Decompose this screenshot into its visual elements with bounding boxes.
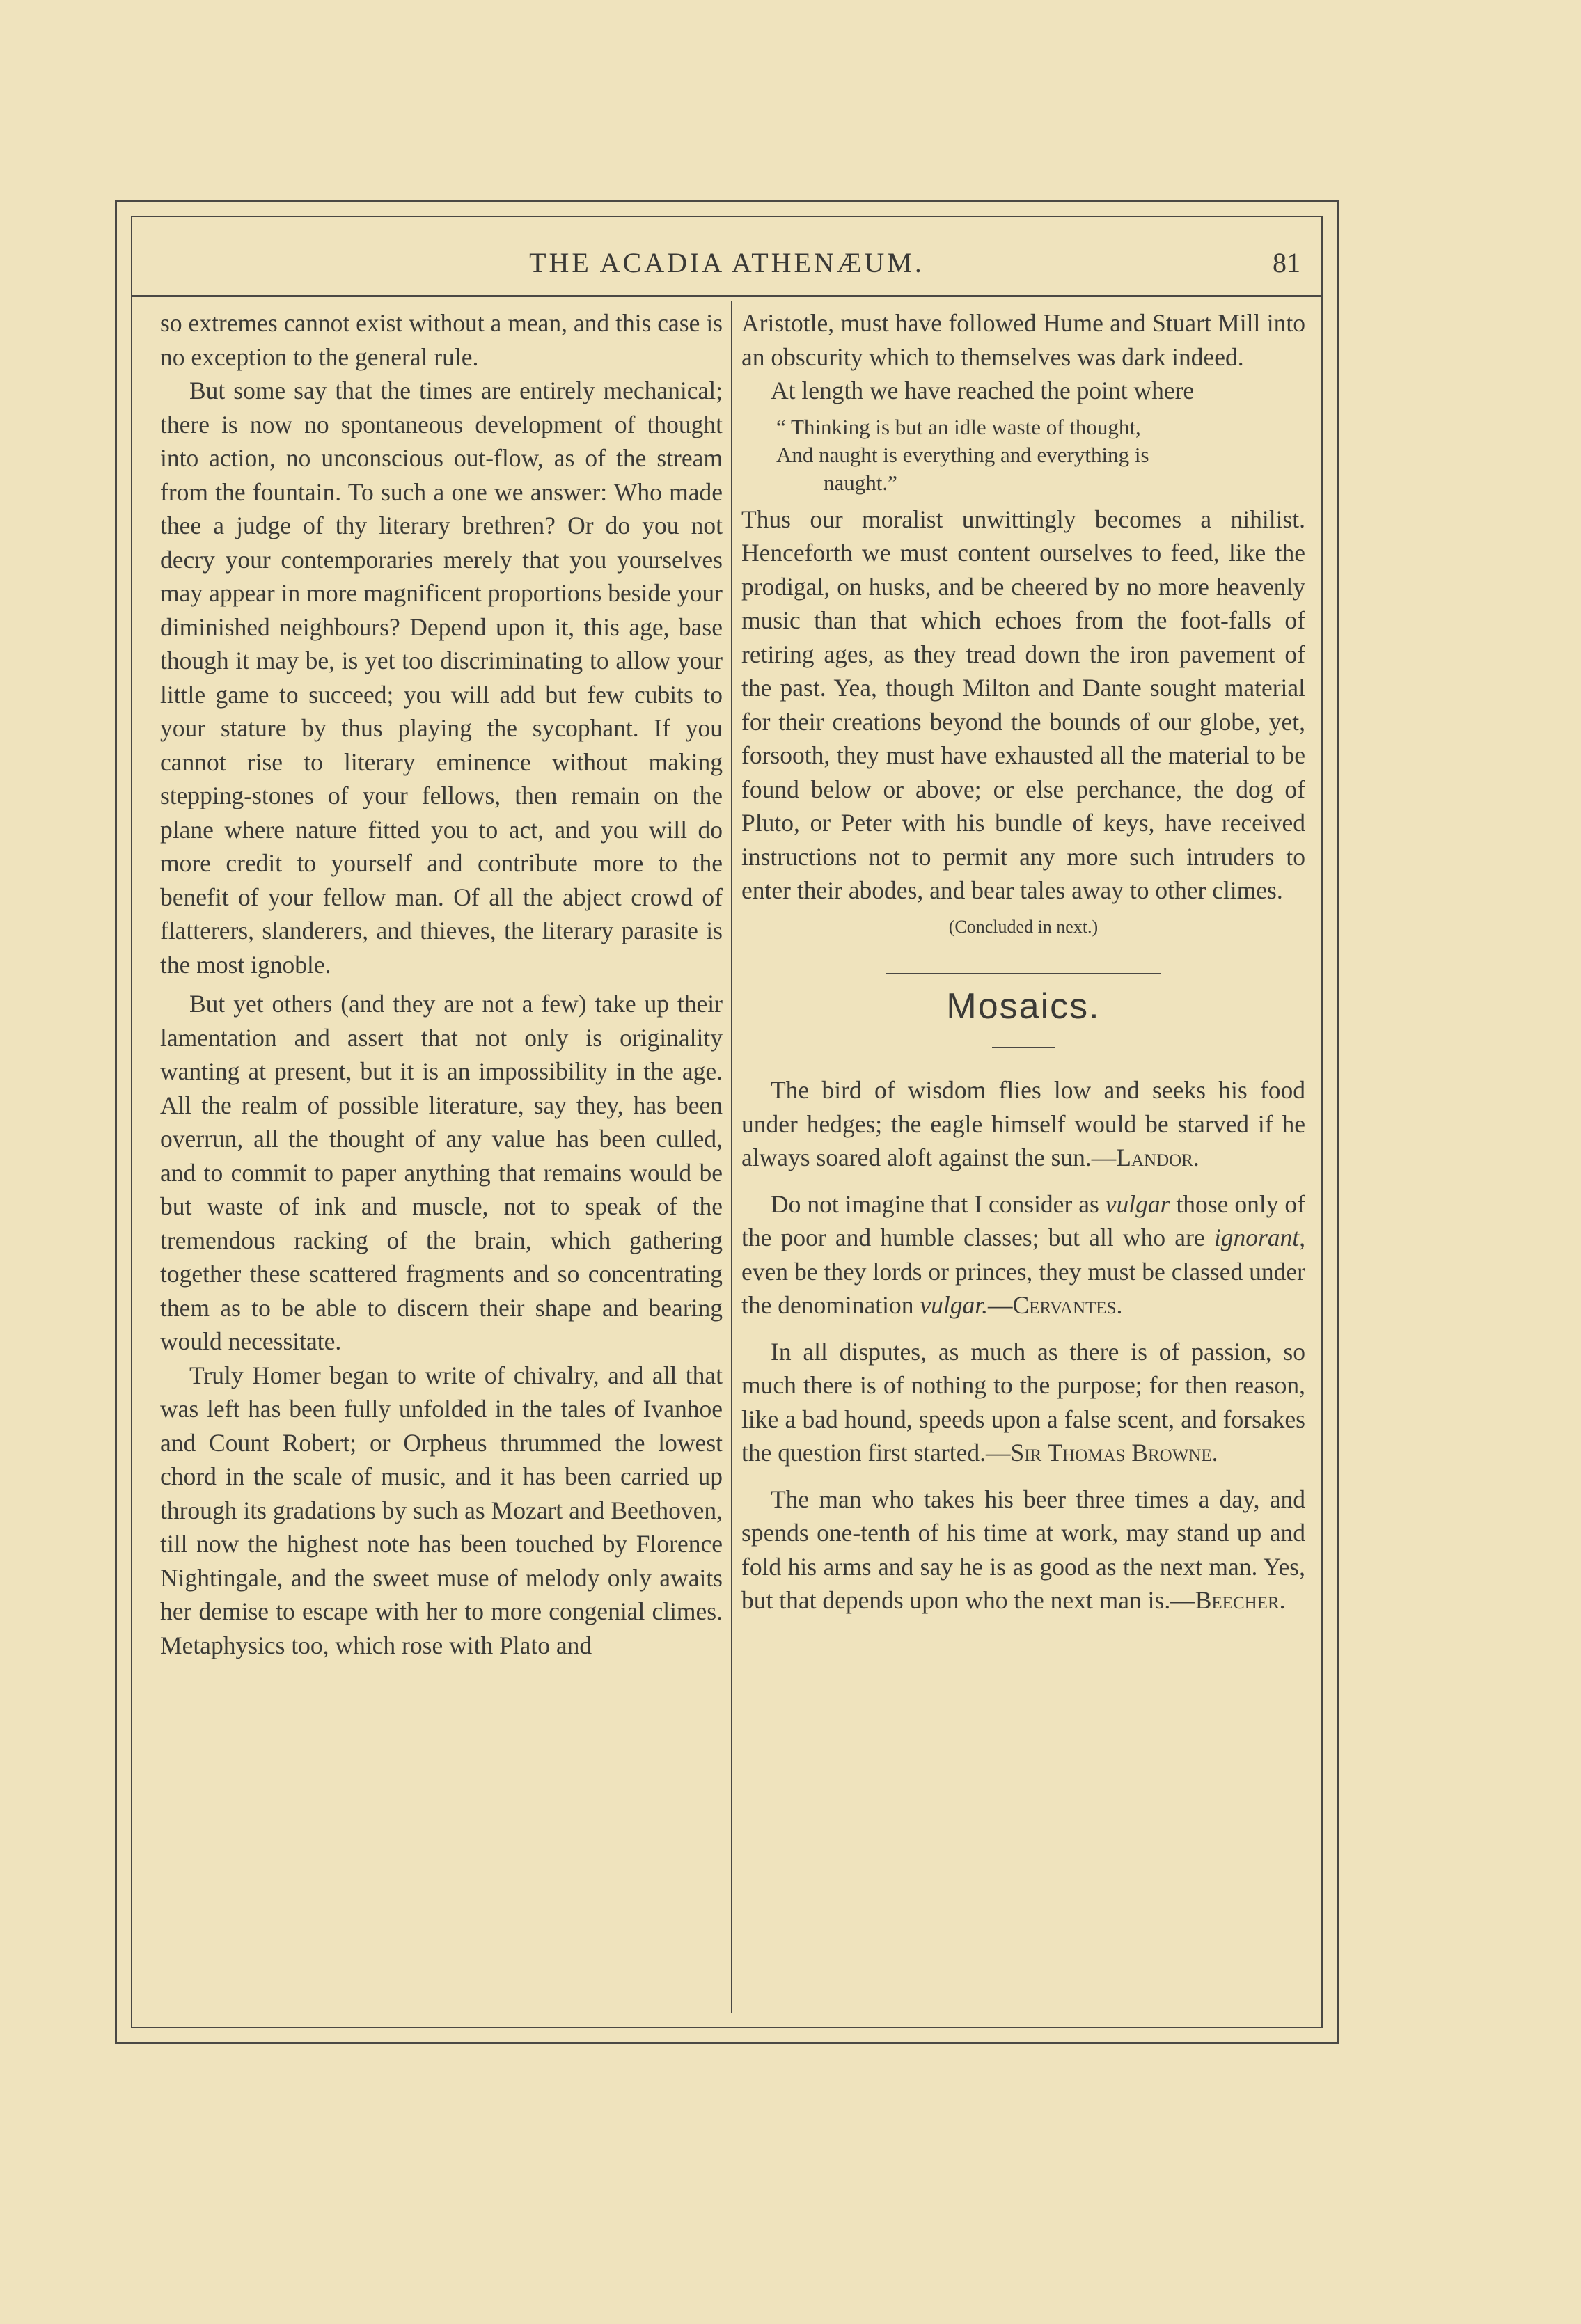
header-rule: [132, 295, 1321, 297]
paragraph: But yet others (and they are not a few) take up their lamentation and assert that not only is originality wanting at present, but it is an impossibility in the age. All the realm of possible literature, say they, has been overrun, all the thought of any value has been culled, and to commit to paper anything that remains would be but waste of ink and muscle, not to speak of the tremendous racking of the brain, which gathering together these scattered fragments and so concentrating them as to be able to discern their shape and bearing would necessitate.: [160, 990, 723, 1355]
quote-line: naught.”: [824, 470, 897, 495]
mosaic-text: those only of the poor and humble classes; but all who are: [741, 1189, 1305, 1251]
mosaic-item: [741, 1335, 1305, 1470]
mosaic-text: In all disputes, as much as there is of passion, so much there is of nothing to the purpose; for then reason, like a bad hound, speeds upon a false scent, and forsakes the question first started.—: [741, 1337, 1305, 1467]
journal-title: THE ACADIA ATHENÆUM.: [529, 247, 925, 278]
mosaic-text: The bird of wisdom flies low and seeks his food under hedges; the eagle himself would be starved if he always soared aloft against the sun.—: [741, 1076, 1305, 1171]
column-divider: [731, 301, 732, 2013]
dash: —: [987, 1291, 1013, 1319]
paragraph: so extremes cannot exist without a mean, and this case is no exception to the general rule.: [160, 309, 723, 371]
mosaic-attribution: Cervantes.: [1012, 1291, 1123, 1319]
mosaic-attribution: Sir Thomas Browne.: [1010, 1439, 1218, 1467]
page-frame: [115, 200, 1339, 2044]
running-header: [132, 246, 1321, 288]
mosaic-item: [741, 1073, 1305, 1175]
block-quote: [776, 413, 1305, 497]
paragraph: Thus our moralist unwittingly becomes a nihilist. Henceforth we must content ourselves to feed, like the prodigal, on husks, and be cheered by no more heavenly music than that which echoes from the foot-falls of retiring ages, as they tread down the iron pavement of the past. Yea, though Milton and Dante sought material for their creations beyond the bounds of our globe, yet, forsooth, they must have exhausted all the material to be found below or above; or else perchance, the dog of Pluto, or Peter with his bundle of keys, have received instructions not to permit any more such intruders to enter their abodes, and bear tales away to other climes.: [741, 505, 1305, 904]
emphasis: vulgar: [1105, 1189, 1170, 1218]
section-title: Mosaics.: [946, 986, 1101, 1027]
mosaic-attribution: Beecher.: [1195, 1586, 1286, 1614]
inner-frame: [131, 216, 1323, 2028]
mosaic-text: Do not imagine that I consider as: [771, 1189, 1106, 1218]
paragraph: But some say that the times are entirely mechanical; there is now no spontaneous development of thought into action, no unconscious out-flow, as of the stream from the fountain. To such a one we answer: Who made thee a judge of thy literary brethren? Or do you not decry your contemporaries merely that you yourselves may appear in more magnificent proportions beside your diminished neighbours? Depend upon it, this age, base though it may be, is yet too discriminating to allow your little game to succeed; you will add but few cubits to your stature by thus playing the sycophant. If you cannot rise to literary eminence without making stepping-stones of your fellows, then remain on the plane where nature fitted you to act, and you will do more credit to yourself and contribute more to the benefit of your fellow man. Of all the abject crowd of flatterers, slanderers, and thieves, the literary parasite is the most ignoble.: [160, 377, 723, 979]
paragraph: Aristotle, must have followed Hume and Stuart Mill into an obscurity which to themselves was dark indeed.: [741, 309, 1305, 371]
mosaic-item: [741, 1187, 1305, 1322]
title-rule: [992, 1047, 1055, 1048]
quote-line: And naught is everything and everything is: [776, 442, 1149, 467]
emphasis: vulgar.: [920, 1291, 988, 1319]
continued-note: (Concluded in next.): [948, 916, 1099, 937]
left-column: [160, 306, 723, 1662]
quote-line: “ Thinking is but an idle waste of thought,: [776, 414, 1141, 439]
section-rule: [886, 973, 1161, 974]
right-column: [741, 306, 1305, 1630]
mosaic-text: even be they lords or princes, they must be classed under the denomination: [741, 1257, 1305, 1319]
mosaic-text: The man who takes his beer three times a day, and spends one-tenth of his time at work, may stand up and fold his arms and say he is as good as the next man. Yes, but that depends upon who the next man is.—: [741, 1485, 1305, 1614]
mosaic-attribution: Landor.: [1116, 1144, 1199, 1171]
emphasis: ignorant,: [1213, 1224, 1305, 1251]
mosaic-item: [741, 1483, 1305, 1618]
paragraph: Truly Homer began to write of chivalry, and all that was left has been fully unfolded in the tales of Ivanhoe and Count Robert; or Orpheus thrummed the lowest chord in the scale of music, and it has been carried up through its gradations by such as Mozart and Beethoven, till now the highest note has been touched by Florence Nightingale, and the sweet muse of melody only awaits her demise to escape with her to more congenial climes. Metaphysics too, which rose with Plato and: [160, 1361, 723, 1659]
page-number: 81: [1273, 247, 1300, 278]
paragraph: At length we have reached the point where: [771, 377, 1195, 404]
